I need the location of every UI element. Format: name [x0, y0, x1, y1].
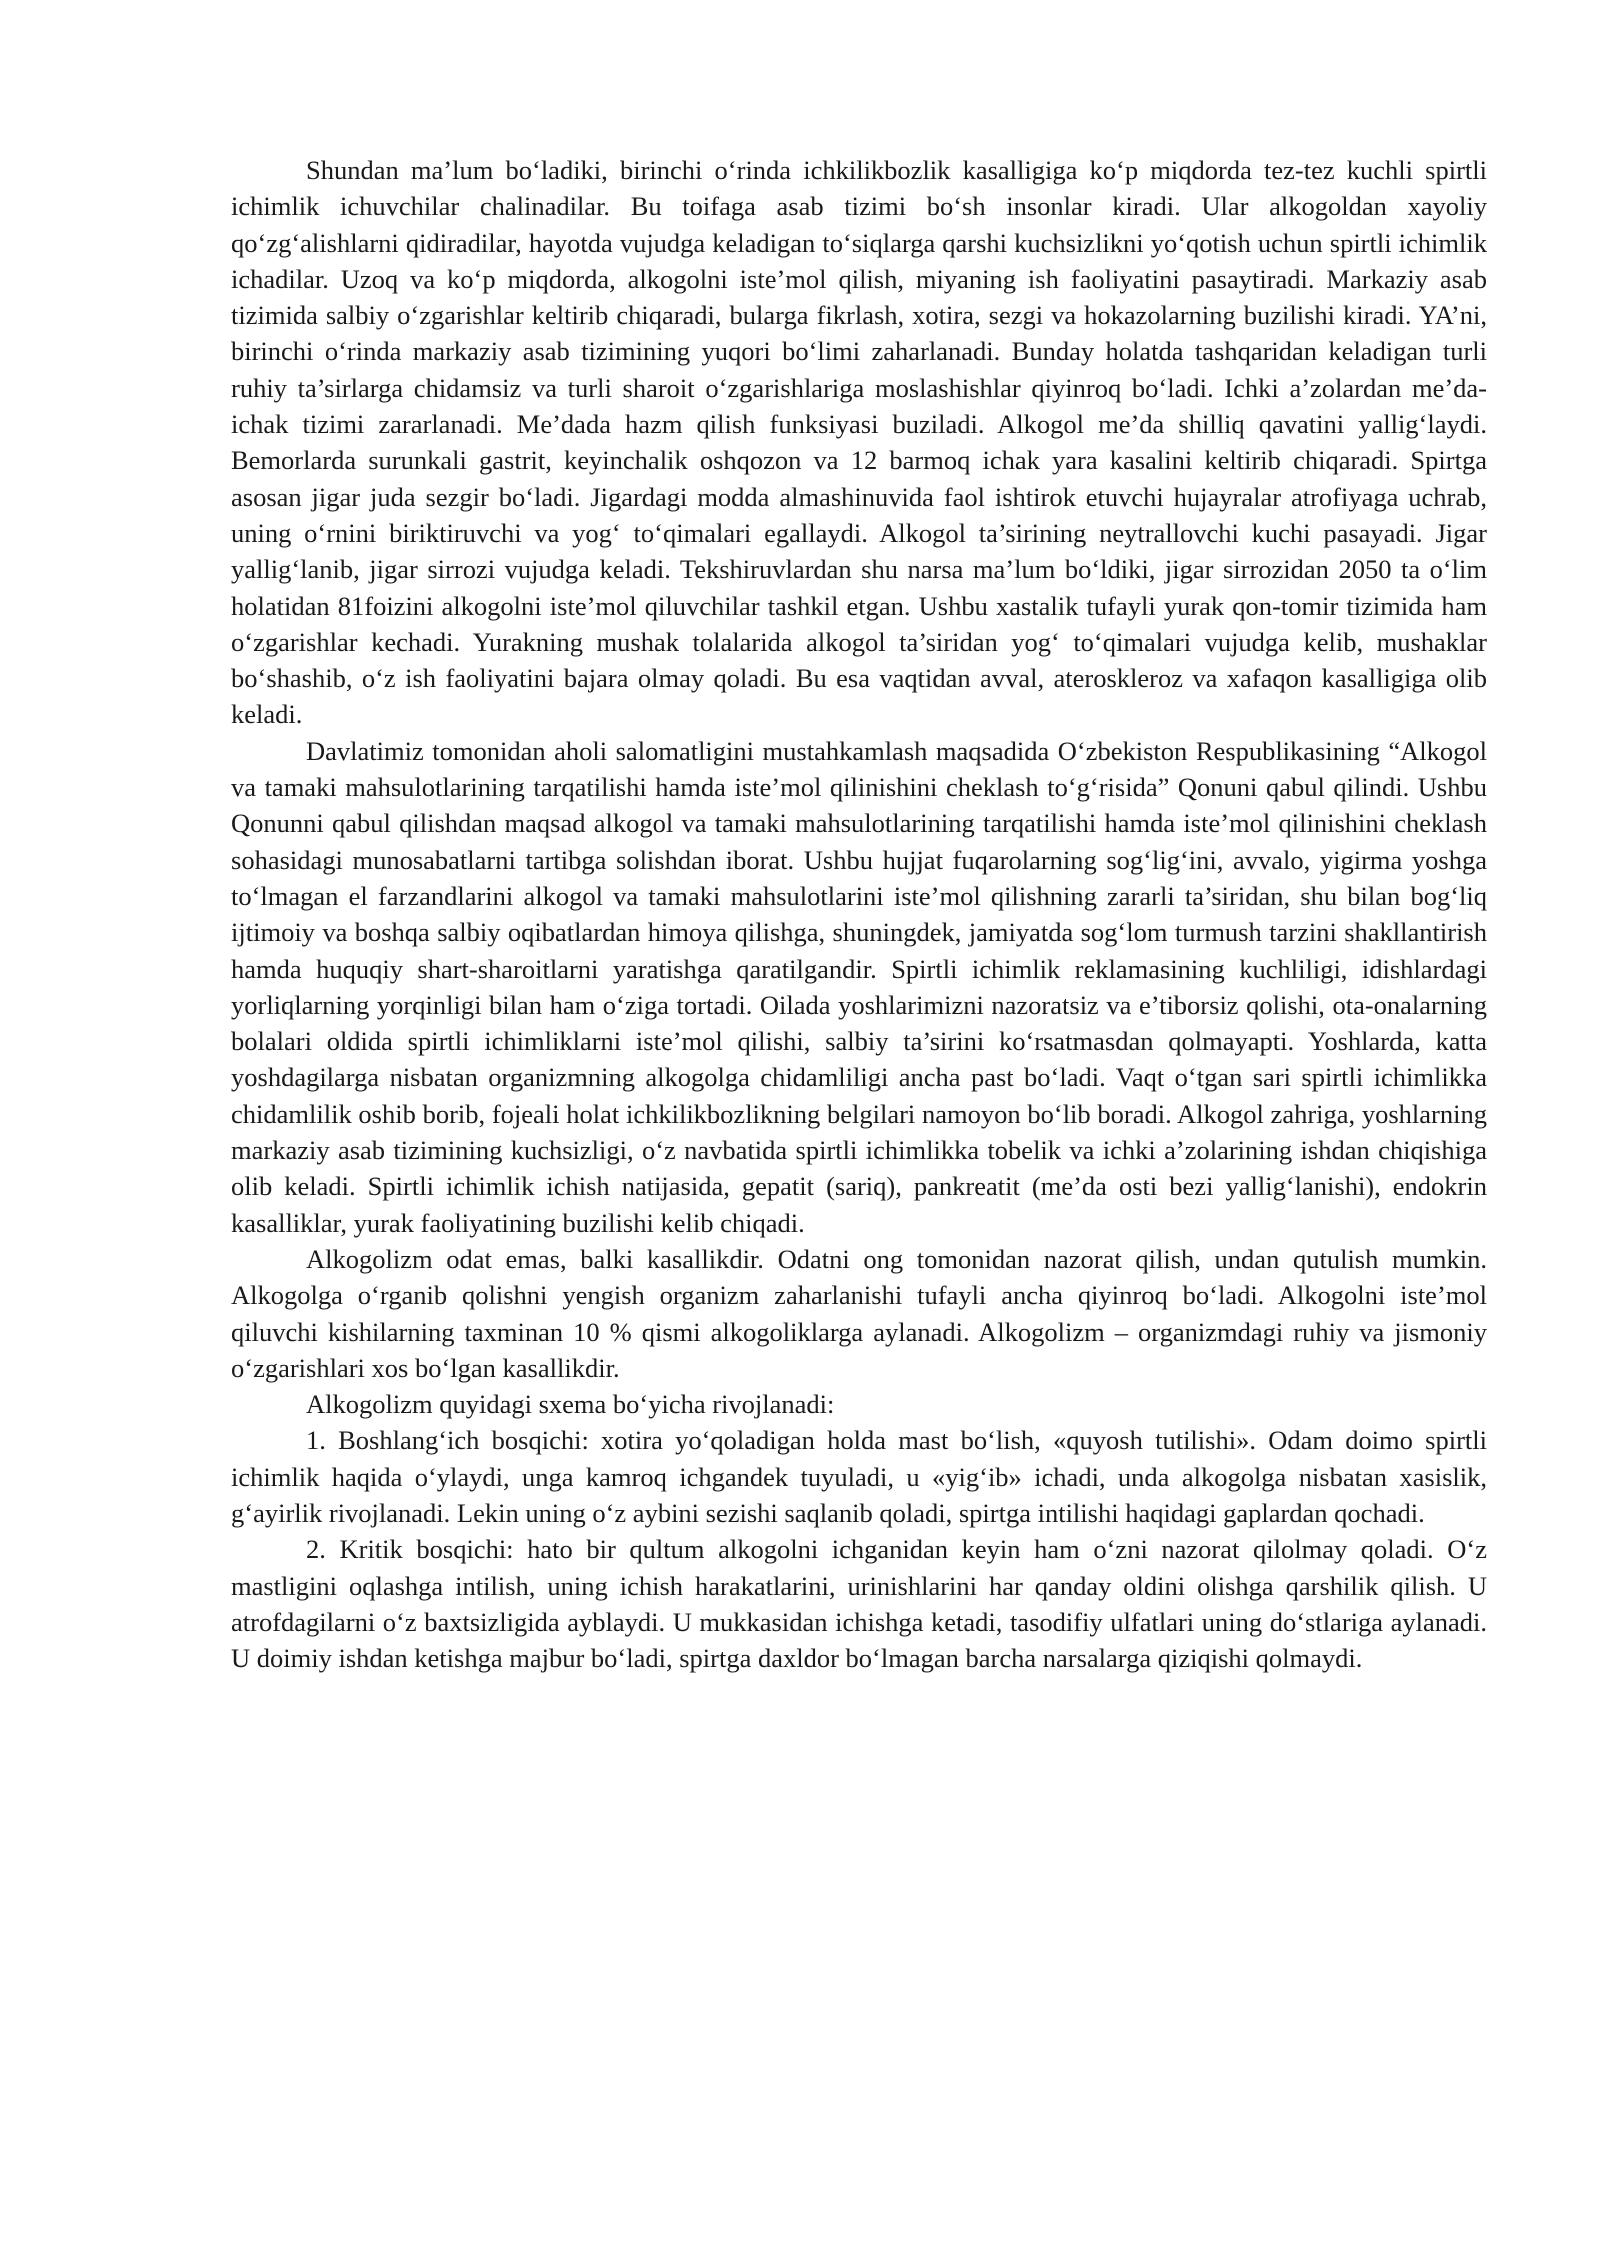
paragraph-stage-1: 1. Boshlang‘ich bosqichi: xotira yo‘qoladigan holda mast bo‘lish, «quyosh tutilishi». Odam doimo spirtli ichimlik haqida o‘ylaydi, unga kamroq ichgandek tuyuladi, u «yig‘ib» ichadi, unda alkogolga nisbatan xasislik, g‘ayirlik rivojlanadi. Lekin uning o‘z aybini sezishi saqlanib qoladi, spirtga intilishi haqidagi gaplardan qochadi. — [231, 1425, 1487, 1528]
document-body — [231, 152, 1487, 1676]
paragraph-alcoholism-disease: Alkogolizm odat emas, balki kasallikdir. Odatni ong tomonidan nazorat qilish, undan qutulish mumkin. Alkogolga o‘rganib qolishni yengish organizm zaharlanishi tufayli ancha qiyinroq bo‘ladi. Alkogolni iste’mol qiluvchi kishilarning taxminan 10 % qismi alkogoliklarga aylanadi. Alkogolizm – organizmdagi ruhiy va jismoniy o‘zgarishlari xos bo‘lgan kasallikdir. — [231, 1243, 1487, 1383]
paragraph-alcoholism-causes: Shundan ma’lum bo‘ladiki, birinchi o‘rinda ichkilikbozlik kasalligiga ko‘p miqdorda tez-tez kuchli spirtli ichimlik ichuvchilar chalinadilar. Bu toifaga asab tizimi bo‘sh insonlar kiradi. Ular alkogoldan xayoliy qo‘zg‘alishlarni qidiradilar, hayotda vujudga keladigan to‘siqlarga qarshi kuchsizlikni yo‘qotish uchun spirtli ichimlik ichadilar. Uzoq va ko‘p miqdorda, alkogolni iste’mol qilish, miyaning ish faoliyatini pasaytiradi. Markaziy asab tizimida salbiy o‘zgarishlar keltirib chiqaradi, bularga fikrlash, xotira, sezgi va hokazolarning buzilishi kiradi. YA’ni, birinchi o‘rinda markaziy asab tizimining yuqori bo‘limi zaharlanadi. Bunday holatda tashqaridan keladigan turli ruhiy ta’sirlarga chidamsiz va turli sharoit o‘zgarishlariga moslashishlar qiyinroq bo‘ladi. Ichki a’zolardan me’da-ichak tizimi zararlanadi. Me’dada hazm qilish funksiyasi buziladi. Alkogol me’da shilliq qavatini yallig‘laydi. Bemorlarda surunkali gastrit, keyinchalik oshqozon va 12 barmoq ichak yara kasalini keltirib chiqaradi. Spirtga asosan jigar juda sezgir bo‘ladi. Jigardagi modda almashinuvida faol ishtirok etuvchi hujayralar atrofiyaga uchrab, uning o‘rnini biriktiruvchi va yog‘ to‘qimalari egallaydi. Alkogol ta’sirining neytrallovchi kuchi pasayadi. Jigar yallig‘lanib, jigar sirrozi vujudga keladi. Tekshiruvlardan shu narsa ma’lum bo‘ldiki, jigar sirrozidan 2050 ta o‘lim holatidan 81foizini alkogolni iste’mol qiluvchilar tashkil etgan. Ushbu xastalik tufayli yurak qon-tomir tizimida ham o‘zgarishlar kechadi. Yurakning mushak tolalarida alkogol ta’siridan yog‘ to‘qimalari vujudga kelib, mushaklar bo‘shashib, o‘z ish faoliyatini bajara olmay qoladi. Bu esa vaqtidan avval, ateroskleroz va xafaqon kasalligiga olib keladi. — [231, 155, 1487, 730]
paragraph-stage-2: 2. Kritik bosqichi: hato bir qultum alkogolni ichganidan keyin ham o‘zni nazorat qilolmay qoladi. O‘z mastligini oqlashga intilish, uning ichish harakatlarini, urinishlarini har qanday oldini olishga qarshilik qilish. U atrofdagilarni o‘z baxtsizligida ayblaydi. U mukkasidan ichishga ketadi, tasodifiy ulfatlari uning do‘stlariga aylanadi. U doimiy ishdan ketishga majbur bo‘ladi, spirtga daxldor bo‘lmagan barcha narsalarga qiziqishi qolmaydi. — [231, 1534, 1487, 1674]
paragraph-alcohol-law: Davlatimiz tomonidan aholi salomatligini mustahkamlash maqsadida O‘zbekiston Respublikasining “Alkogol va tamaki mahsulotlarining tarqatilishi hamda iste’mol qilinishini cheklash to‘g‘risida” Qonuni qabul qilindi. Ushbu Qonunni qabul qilishdan maqsad alkogol va tamaki mahsulotlarining tarqatilishi hamda iste’mol qilinishini cheklash sohasidagi munosabatlarni tartibga solishdan iborat. Ushbu hujjat fuqarolarning sog‘lig‘ini, avvalo, yigirma yoshga to‘lmagan el farzandlarini alkogol va tamaki mahsulotlarini iste’mol qilishning zararli ta’siridan, shu bilan bog‘liq ijtimoiy va boshqa salbiy oqibatlardan himoya qilishga, shuningdek, jamiyatda sog‘lom turmush tarzini shakllantirish hamda huquqiy shart-sharoitlarni yaratishga qaratilgandir. Spirtli ichimlik reklamasining kuchliligi, idishlardagi yorliqlarning yorqinligi bilan ham o‘ziga tortadi. Oilada yoshlarimizni nazoratsiz va e’tiborsiz qolishi, ota-onalarning bolalari oldida spirtli ichimliklarni iste’mol qilishi, salbiy ta’sirini ko‘rsatmasdan qolmayapti. Yoshlarda, katta yoshdagilarga nisbatan organizmning alkogolga chidamliligi ancha past bo‘ladi. Vaqt o‘tgan sari spirtli ichimlikka chidamlilik oshib borib, fojeali holat ichkilikbozlikning belgilari namoyon bo‘lib boradi. Alkogol zahriga, yoshlarning markaziy asab tizimining kuchsizligi, o‘z navbatida spirtli ichimlikka tobelik va ichki a’zolarining ishdan chiqishiga olib keladi. Spirtli ichimlik ichish natijasida, gepatit (sariq), pankreatit (me’da osti bezi yallig‘lanishi), endokrin kasalliklar, yurak faoliyatining buzilishi kelib chiqadi. — [231, 735, 1487, 1238]
paragraph-development-scheme: Alkogolizm quyidagi sxema bo‘yicha rivojlanadi: — [306, 1389, 835, 1420]
